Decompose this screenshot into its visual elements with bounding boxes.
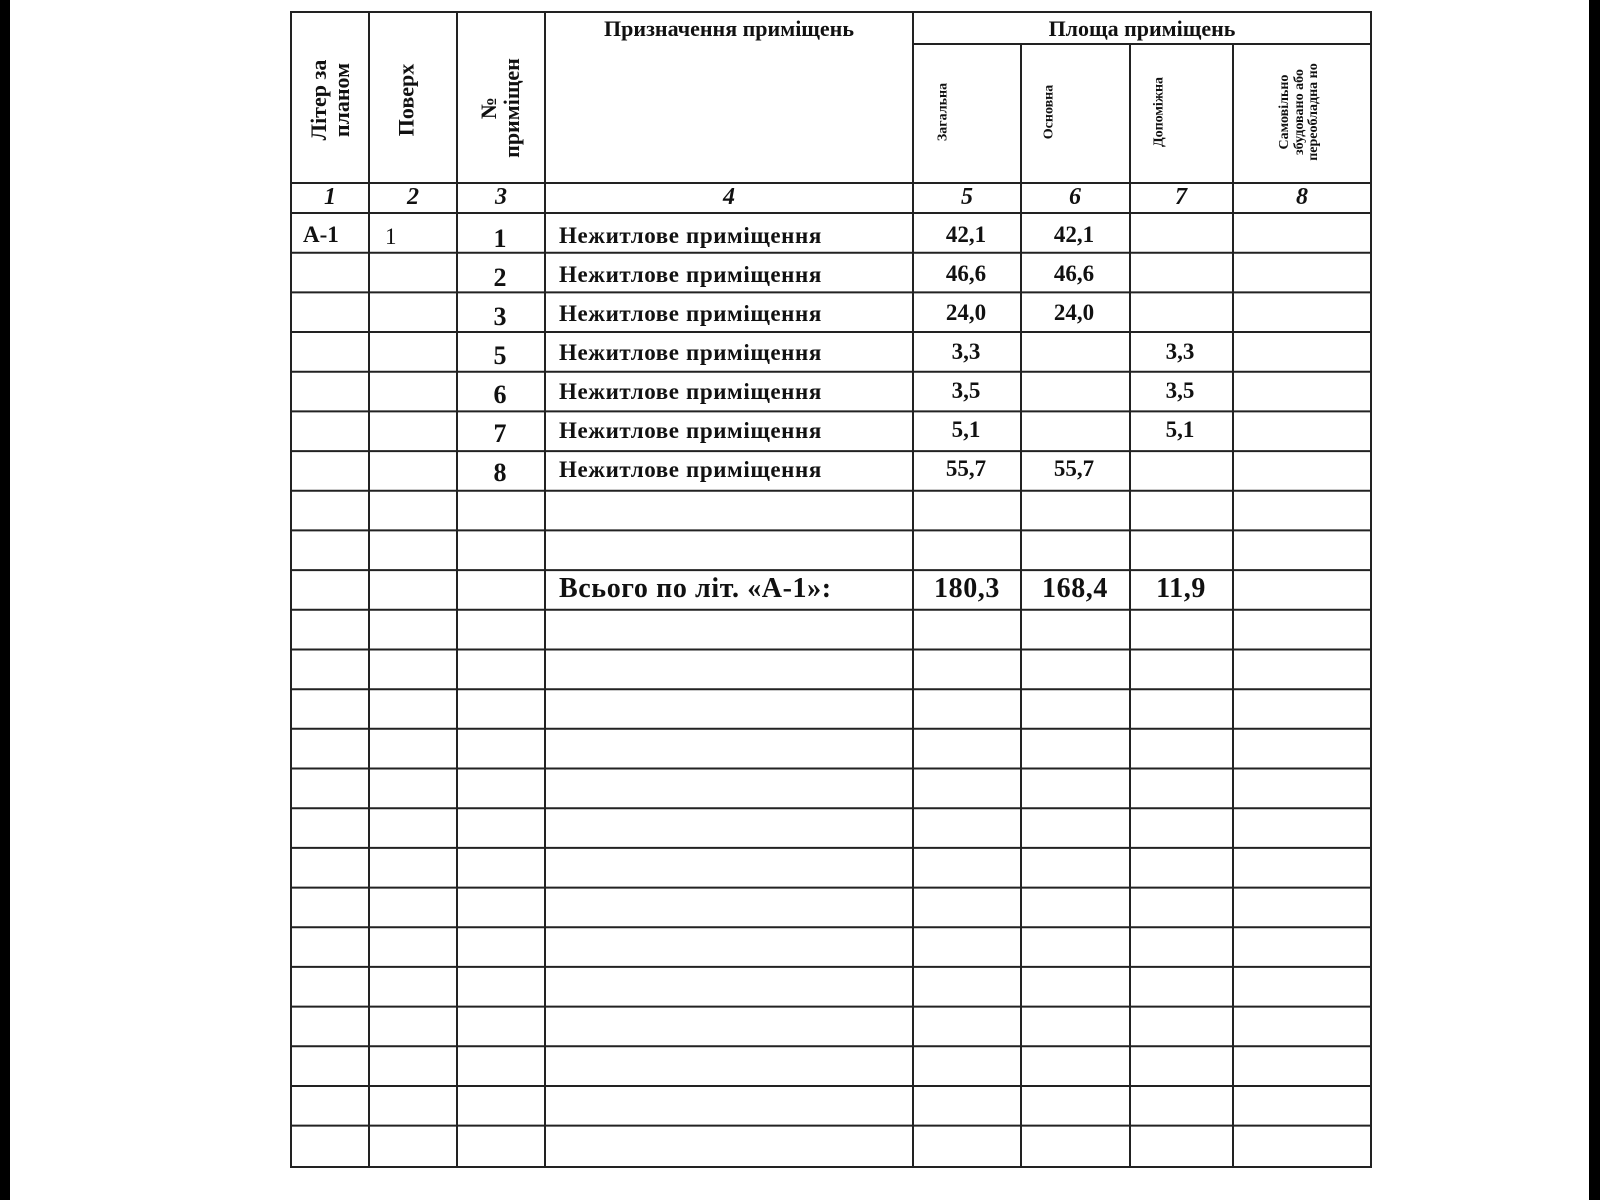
column-number-8: 8	[1296, 184, 1308, 210]
cell-total: 46,6	[945, 261, 987, 286]
cell-room: 2	[493, 263, 507, 292]
cell-room: 3	[493, 302, 507, 331]
header-area-group: Площа приміщень	[1048, 16, 1236, 41]
header-main-area: Основна	[1041, 84, 1057, 140]
cell-purpose: Нежитлове приміщення	[559, 379, 822, 404]
column-number-5: 5	[961, 184, 973, 210]
cell-liter: А-1	[303, 222, 339, 247]
header-total-area: Загальна	[935, 82, 951, 142]
cell-main: 46,6	[1053, 261, 1095, 286]
cell-total: 5,1	[951, 417, 981, 442]
totals-total: 180,3	[934, 573, 1000, 604]
totals-aux: 11,9	[1156, 573, 1206, 604]
column-number-4: 4	[723, 184, 735, 210]
cell-total: 3,3	[951, 339, 981, 364]
totals-main: 168,4	[1042, 573, 1108, 604]
cell-purpose: Нежитлове приміщення	[559, 301, 822, 326]
cell-room: 5	[493, 341, 507, 370]
cell-total: 3,5	[951, 378, 981, 403]
column-number-7: 7	[1175, 184, 1187, 210]
column-number-6: 6	[1069, 184, 1081, 210]
cell-aux: 5,1	[1165, 417, 1195, 442]
cell-purpose: Нежитлове приміщення	[559, 457, 822, 482]
cell-room: 1	[493, 224, 507, 253]
column-number-3: 3	[495, 184, 507, 210]
header-liter-text: Літер за планом	[305, 59, 354, 141]
cell-room: 8	[493, 458, 507, 487]
column-number-2: 2	[407, 184, 419, 210]
header-purpose: Призначення приміщень	[604, 16, 854, 41]
cell-purpose: Нежитлове приміщення	[559, 418, 822, 443]
header-illegal-area	[1278, 57, 1322, 167]
cell-main: 24,0	[1053, 300, 1095, 325]
cell-main: 55,7	[1053, 456, 1095, 481]
cell-purpose: Нежитлове приміщення	[559, 340, 822, 365]
header-illegal-area-text: Самовільно збудовано або переобладна но	[1276, 63, 1322, 161]
cell-purpose: Нежитлове приміщення	[559, 262, 822, 287]
cell-room: 6	[493, 380, 507, 409]
cell-aux: 3,3	[1165, 339, 1195, 364]
cell-floor: 1	[385, 224, 397, 249]
totals-label: Всього по літ. «А-1»:	[559, 573, 832, 604]
header-aux-area: Допоміжна	[1151, 76, 1167, 148]
cell-total: 42,1	[945, 222, 987, 247]
cell-purpose: Нежитлове приміщення	[559, 223, 822, 248]
header-liter	[307, 40, 353, 160]
cell-main: 42,1	[1053, 222, 1095, 247]
cell-room: 7	[493, 419, 507, 448]
header-room-number-text: № приміщен	[475, 58, 524, 158]
header-room-number	[477, 53, 523, 163]
column-number-1: 1	[324, 184, 336, 210]
cell-total: 55,7	[945, 456, 987, 481]
cell-total: 24,0	[945, 300, 987, 325]
cell-aux: 3,5	[1165, 378, 1195, 403]
header-floor: Поверх	[393, 63, 419, 137]
